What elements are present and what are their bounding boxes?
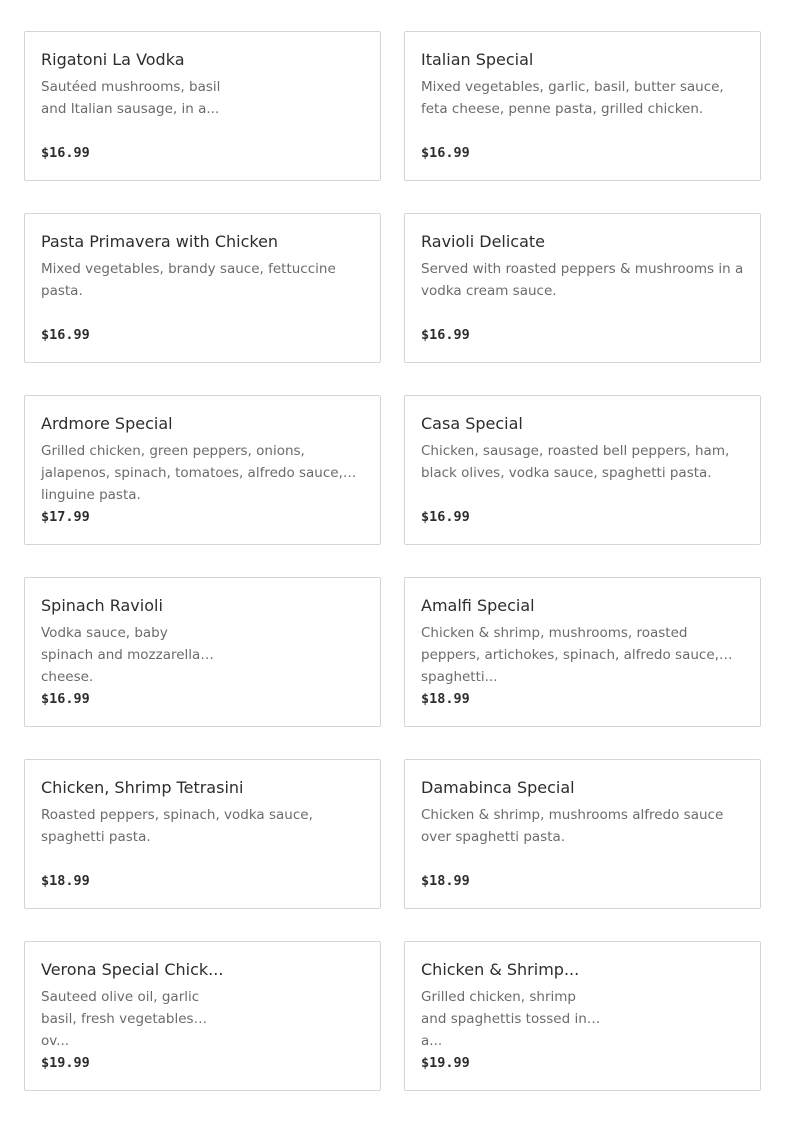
menu-item-card[interactable] (404, 31, 761, 181)
menu-item-description: Chicken & shrimp, mushrooms, roasted peppers, artichokes, spinach, alfredo sauce, spaghetti... (421, 625, 719, 685)
menu-item-card[interactable] (404, 213, 761, 363)
menu-item-name: Chicken & Shrimp... (421, 960, 580, 979)
menu-item-card[interactable] (404, 759, 761, 909)
menu-item-name: Ardmore Special (41, 414, 173, 433)
menu-item-description: Grilled chicken, shrimp and spaghettis tossed in a... (421, 989, 587, 1049)
menu-item-price: $16.99 (421, 145, 470, 161)
menu-item-description: Chicken, sausage, roasted bell peppers, ham, black olives, vodka sauce, spaghetti pasta. (421, 443, 730, 481)
menu-item-name: Spinach Ravioli (41, 596, 163, 615)
menu-item-card[interactable] (404, 395, 761, 545)
menu-item-description: Grilled chicken, green peppers, onions, jalapenos, spinach, tomatoes, alfredo sauce, linguine pasta. (41, 443, 343, 503)
menu-item-name: Verona Special Chick... (41, 960, 224, 979)
menu-row (24, 941, 761, 1091)
menu-row (24, 395, 761, 545)
menu-row (24, 213, 761, 363)
menu-item-price: $16.99 (421, 327, 470, 343)
menu-item-price: $18.99 (421, 691, 470, 707)
menu-item-description: Sautéed mushrooms, basil and Italian sausage, in a... (41, 79, 221, 117)
menu-item-name: Chicken, Shrimp Tetrasini (41, 778, 244, 797)
menu-item-card[interactable] (24, 577, 381, 727)
menu-item-card[interactable] (404, 577, 761, 727)
menu-item-name: Pasta Primavera with Chicken (41, 232, 279, 251)
menu-row (24, 31, 761, 181)
menu-item-name: Damabinca Special (421, 778, 575, 797)
menu-row (24, 759, 761, 909)
menu-item-card[interactable] (24, 31, 381, 181)
menu-item-card[interactable] (24, 213, 381, 363)
menu-item-card[interactable] (24, 395, 381, 545)
menu-item-description: Mixed vegetables, brandy sauce, fettuccine pasta. (41, 261, 336, 299)
menu-item-card[interactable] (24, 941, 381, 1091)
menu-item-description: Vodka sauce, baby spinach and mozzarella cheese. (41, 625, 201, 685)
menu-item-name: Casa Special (421, 414, 523, 433)
menu-item-price: $18.99 (421, 873, 470, 889)
menu-item-price: $19.99 (41, 1055, 90, 1071)
menu-item-description: Served with roasted peppers & mushrooms in a vodka cream sauce. (421, 261, 744, 299)
menu-item-name: Amalfi Special (421, 596, 535, 615)
menu-item-description: Chicken & shrimp, mushrooms alfredo sauce over spaghetti pasta. (421, 807, 724, 845)
menu-item-price: $18.99 (41, 873, 90, 889)
menu-item-price: $16.99 (41, 145, 90, 161)
menu-item-price: $19.99 (421, 1055, 470, 1071)
menu-item-price: $16.99 (41, 691, 90, 707)
menu-item-name: Ravioli Delicate (421, 232, 546, 251)
menu-item-price: $17.99 (41, 509, 90, 525)
menu-item-grid (24, 0, 761, 1123)
menu-item-price: $16.99 (421, 509, 470, 525)
menu-item-name: Italian Special (421, 50, 534, 69)
menu-item-name: Rigatoni La Vodka (41, 50, 185, 69)
menu-item-card[interactable] (404, 941, 761, 1091)
menu-item-description: Sauteed olive oil, garlic basil, fresh vegetables ov... (41, 989, 200, 1049)
menu-row (24, 577, 761, 727)
menu-item-description: Roasted peppers, spinach, vodka sauce, spaghetti pasta. (41, 807, 313, 845)
menu-item-price: $16.99 (41, 327, 90, 343)
menu-item-card[interactable] (24, 759, 381, 909)
menu-item-description: Mixed vegetables, garlic, basil, butter sauce, feta cheese, penne pasta, grilled chicken. (421, 79, 724, 117)
